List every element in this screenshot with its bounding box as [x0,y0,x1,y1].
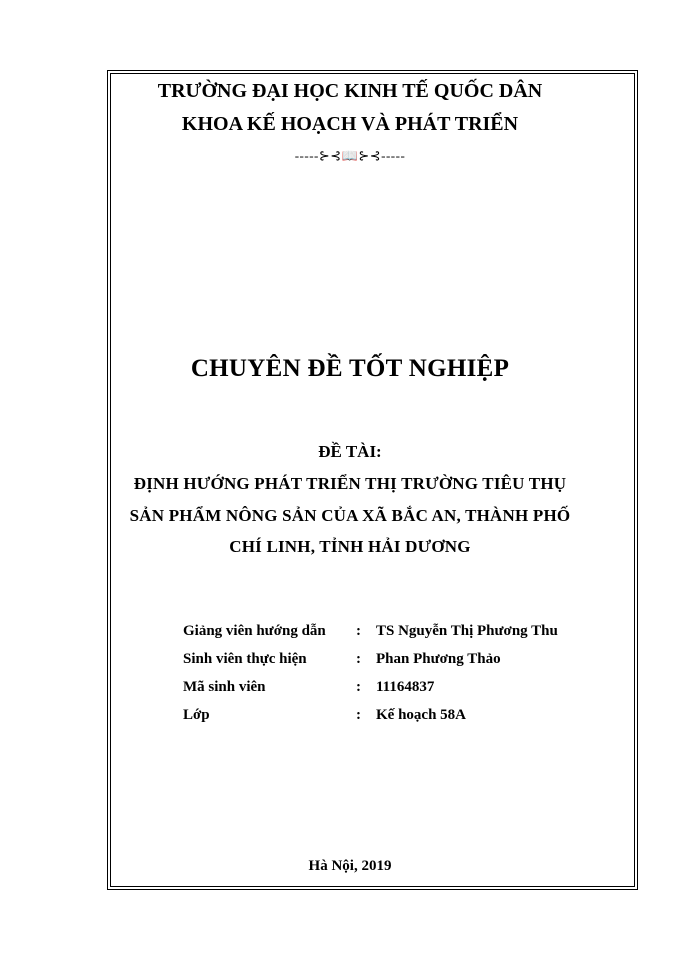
info-value: TS Nguyễn Thị Phương Thu [376,623,558,639]
document-type-title: CHUYÊN ĐỀ TỐT NGHIỆP [190,355,510,382]
topic-title-line: CHÍ LINH, TỈNH HẢI DƯƠNG [229,537,471,556]
info-value: 11164837 [376,679,435,695]
info-label: Sinh viên thực hiện [183,651,307,667]
info-label: Lớp [183,707,210,723]
info-colon: : [356,679,361,695]
book-ornament-divider: -----⊱⊰📖⊱⊰----- [294,148,406,163]
topic-title-line: SẢN PHẨM NÔNG SẢN CỦA XÃ BẮC AN, THÀNH PHỐ [129,506,571,525]
university-name: TRƯỜNG ĐẠI HỌC KINH TẾ QUỐC DÂN [157,80,543,102]
info-colon: : [356,707,361,723]
info-value: Phan Phương Thảo [376,651,501,667]
info-label: Mã sinh viên [183,679,266,695]
info-label: Giảng viên hướng dẫn [183,623,326,639]
info-colon: : [356,623,361,639]
info-value: Kế hoạch 58A [376,707,466,723]
topic-title-line: ĐỊNH HƯỚNG PHÁT TRIỂN THỊ TRƯỜNG TIÊU THỤ [133,474,567,493]
faculty-name: KHOA KẾ HOẠCH VÀ PHÁT TRIỂN [181,113,519,135]
info-colon: : [356,651,361,667]
topic-label: ĐỀ TÀI: [318,442,382,461]
place-and-year: Hà Nội, 2019 [308,858,392,874]
